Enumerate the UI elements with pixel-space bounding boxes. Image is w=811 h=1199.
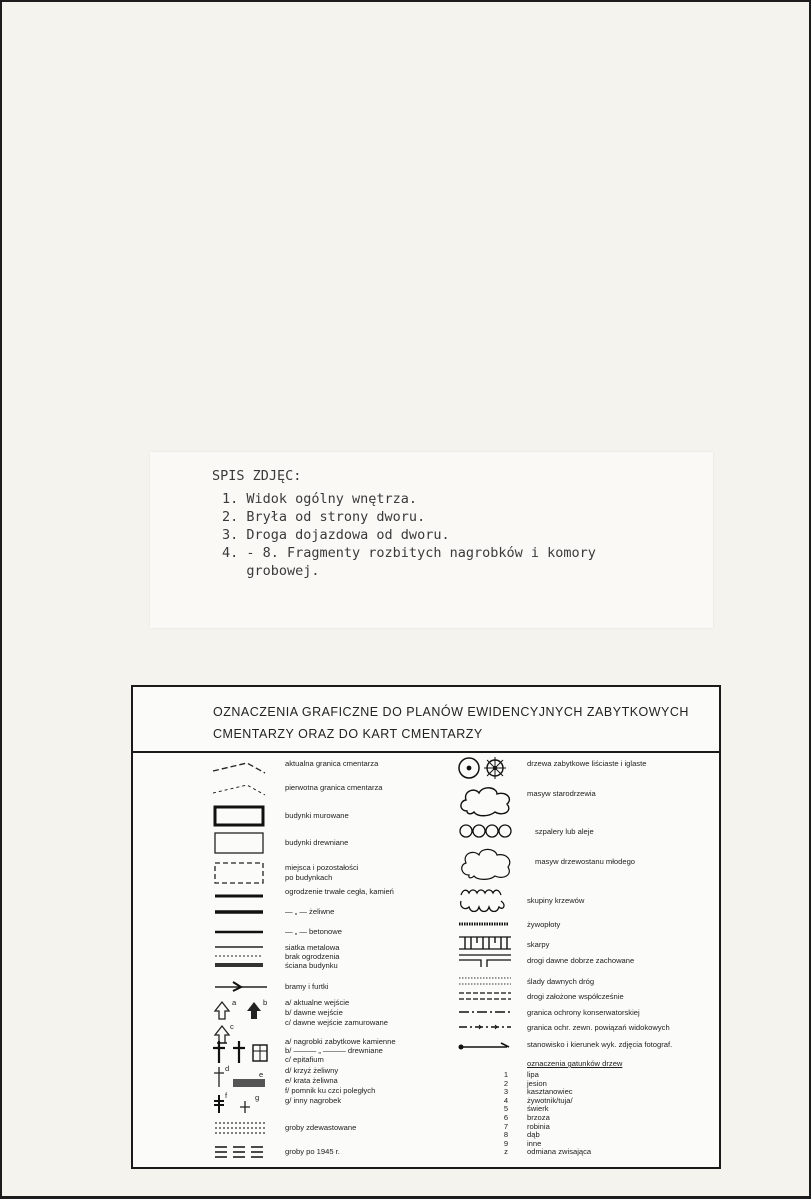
view-boundary-symbol [457,1022,517,1032]
legend-label: szpalery lub aleje [535,827,594,836]
tree-species-number: 1 [503,1070,509,1079]
legend-title-line1: OZNACZENIA GRAFICZNE DO PLANÓW EWIDENCYJNYCH ZABYTKOWYCH [213,705,689,719]
legend-label: g/ inny nagrobek [285,1096,342,1105]
tree-rows-symbol [457,823,517,839]
tree-species-number: z [504,1147,508,1157]
legend-label: f/ pomnik ku czci poległych [285,1086,376,1095]
frame-line-left [0,0,2,1199]
old-roads-symbol [457,951,517,969]
photo-point-symbol [457,1037,517,1053]
legend-label: e/ krata żeliwna [285,1076,338,1085]
wooden-building-symbol [213,831,265,855]
post-1945-graves-symbol [213,1143,269,1163]
legend-label: masyw drzewostanu młodego [535,857,636,866]
legend-label: ślady dawnych dróg [527,977,595,986]
legend-label: b/ dawne wejście [285,1008,343,1017]
brick-building-symbol [213,805,265,827]
shrub-groups-symbol [457,887,517,915]
photo-list-item: 1. Widok ogólny wnętrza. [222,491,418,507]
tree-species-number: 8 [503,1130,509,1140]
legend-label: bramy i furtki [285,982,329,991]
young-stand-symbol [457,845,517,881]
legend-label: groby po 1945 r. [285,1147,340,1156]
legend-label: brak ogrodzenia [285,952,340,961]
symbol-letter-c: c [230,1022,234,1031]
legend-label: ogrodzenie trwałe cegła, kamień [285,887,394,896]
devastated-graves-symbol [213,1119,269,1139]
road-traces-symbol [457,975,517,987]
tree-species-number: 6 [503,1113,509,1122]
tree-species-name: lipa [527,1070,539,1079]
original-boundary-symbol [211,781,267,797]
protection-boundary-symbol [457,1007,517,1017]
tree-species-name: inne [527,1138,542,1148]
legend-label: c/ epitafium [285,1055,324,1064]
memorial-other-grave-symbol [211,1091,281,1117]
symbol-letter-g: g [255,1093,260,1102]
legend-label: drogi dawne dobrze zachowane [527,956,635,965]
legend-label: granica ochr. zewn. powiązań widokowych [527,1023,670,1032]
tree-species-name: jesion [527,1078,547,1088]
symbol-letter-e: e [259,1070,264,1079]
legend-label: drogi założone współcześnie [527,992,624,1001]
legend-label: a/ aktualne wejście [285,998,350,1007]
legend-title-separator [133,751,719,753]
historic-trees-symbol [457,753,517,783]
legend-label: drzewa zabytkowe liściaste i iglaste [527,759,647,768]
photo-list-title: SPIS ZDJĘC: [212,468,302,484]
tree-species-name: odmiana zwisająca [527,1147,592,1157]
legend-label: miejsca i pozostałości [285,863,359,872]
legend-label: siatka metalowa [285,943,340,952]
legend-label: — „ — żeliwne [285,907,335,916]
legend-label: pierwotna granica cmentarza [285,783,383,792]
photo-list-item: 4. - 8. Fragmenty rozbitych nagrobków i komory [222,545,596,561]
legend-label: budynki murowane [285,811,349,820]
concrete-fence-symbol [213,927,265,937]
tree-species-name: robinia [527,1121,550,1131]
photo-list-item: 3. Droga dojazdowa od dworu. [222,527,450,543]
modern-roads-symbol [457,990,517,1002]
symbol-letter-f: f [225,1091,228,1100]
tree-species-number: 4 [503,1095,509,1105]
tree-species-number: 2 [503,1078,509,1088]
permanent-fence-symbol [213,891,265,901]
legend-label: stanowisko i kierunek wyk. zdjęcia fotograf. [527,1040,673,1049]
tree-species-name: kasztanowiec [527,1087,573,1097]
old-stand-symbol [457,783,517,817]
legend-label: aktualna granica cmentarza [285,759,379,768]
hedges-symbol [457,919,517,929]
iron-cross-grate-symbol [211,1065,281,1091]
legend-title-line2: CMENTARZY ORAZ DO KART CMENTARZY [213,727,483,741]
legend-label: — „ — betonowe [285,927,342,936]
legend-label: d/ krzyż żeliwny [285,1066,339,1075]
building-remains-symbol [213,861,265,885]
tree-species-number: 3 [503,1087,509,1097]
legend-label: granica ochrony konserwatorskiej [527,1008,640,1017]
photo-list-item: grobowej. [222,563,320,579]
escarpments-symbol [457,935,517,951]
iron-fence-symbol [213,907,265,917]
tree-species-name: świerk [527,1104,549,1114]
legend-label: groby zdewastowane [285,1123,357,1132]
legend-label: skupiny krzewów [527,896,585,905]
tree-species-name: żywotnik/tuja/ [527,1095,573,1105]
legend-label: po budynkach [285,873,333,882]
photo-list-item: 2. Bryła od strony dworu. [222,509,426,525]
legend-label: masyw starodrzewia [527,789,596,798]
tree-species-number: 7 [503,1121,509,1131]
wire-fence-symbol [213,943,265,977]
legend-label: a/ nagrobki zabytkowe kamienne [285,1037,396,1046]
legend-label: skarpy [527,940,550,949]
historic-tombstones-symbol [211,1039,275,1065]
legend-label: c/ dawne wejście zamurowane [285,1018,388,1027]
frame-line-top [0,0,811,2]
tree-species-name: dąb [527,1130,540,1140]
legend-label: żywopłoty [527,920,561,929]
tree-species-header: oznaczenia gatunków drzew [527,1059,623,1068]
legend-label: budynki drewniane [285,838,349,847]
legend-label: ściana budynku [285,961,338,970]
legend-label: b/ ——— „ ——— drewniane [285,1046,383,1055]
tree-species-number: 5 [503,1104,509,1114]
tree-species-number: 9 [503,1138,509,1148]
symbol-letter-b: b [263,998,268,1007]
symbol-letter-d: d [225,1064,230,1073]
legend-card [131,685,721,1169]
current-boundary-symbol [211,759,267,775]
tree-species-name: brzoza [527,1113,550,1122]
symbol-letter-a: a [232,998,237,1007]
gate-symbol [213,979,269,993]
